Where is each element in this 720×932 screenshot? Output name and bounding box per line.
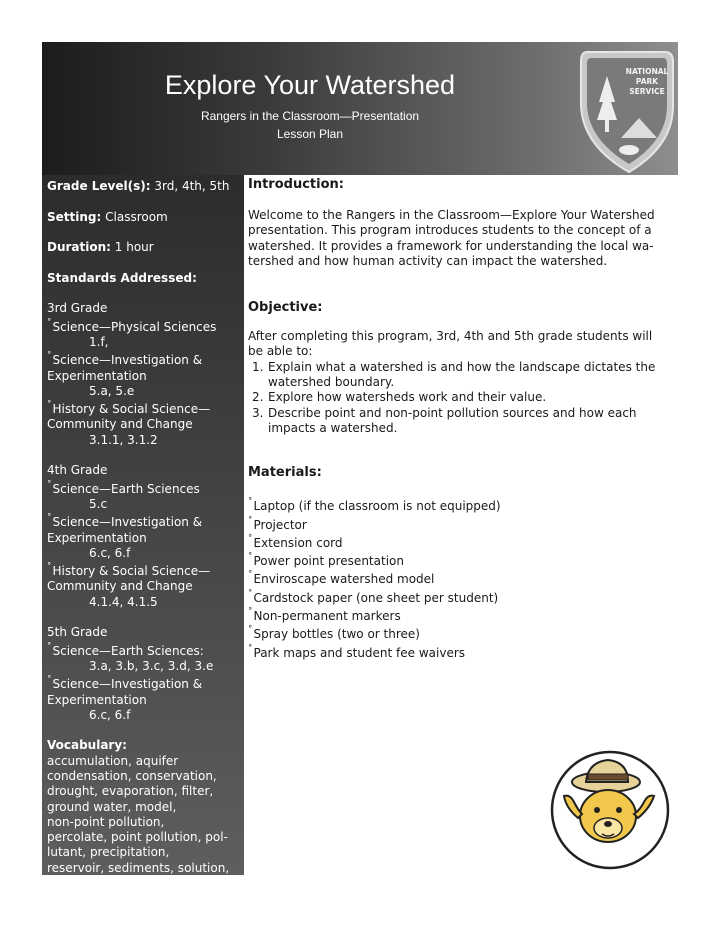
grade3-standard-2-cont: Experimentation (47, 368, 147, 383)
grade3-heading: 3rd Grade (47, 301, 108, 316)
grade5-standard-2-codes: 6.c, 6.f (89, 707, 131, 722)
grade3-standard-1: ˚ Science—Physical Sciences (47, 317, 243, 335)
vocabulary-line: condensation, conservation, (47, 768, 217, 783)
vocabulary-line: accumulation, aquifer (47, 753, 179, 768)
sidebar (42, 175, 244, 891)
grade3-standard-3: ˚ History & Social Science— (47, 399, 243, 417)
grade5-standard-2-cont: Experimentation (47, 692, 147, 707)
page-title: Explore Your Watershed (164, 70, 456, 100)
standards-heading: Standards Addressed: (47, 270, 197, 285)
objective-intro-line: After completing this program, 3rd, 4th and 5th grade students will (248, 329, 653, 344)
material-item: ˚ Enviroscape watershed model (248, 569, 688, 587)
grade5-heading: 5th Grade (47, 625, 108, 640)
grade5-standard-2: ˚ Science—Investigation & (47, 674, 243, 692)
intro-line: tershed and how human activity can impact the watershed. (248, 253, 608, 268)
vocabulary-line: lutant, precipitation, (47, 845, 170, 860)
objective-item: 3. Describe point and non-point pollution sources and how each impacts a watershed. (252, 405, 637, 435)
grade4-standard-1: ˚ Science—Earth Sciences (47, 479, 243, 497)
ranger-bear-mascot-icon (548, 748, 672, 872)
grade4-standard-2-cont: Experimentation (47, 530, 147, 545)
objective-heading: Objective: (248, 300, 323, 316)
materials-list (248, 496, 688, 661)
material-item: ˚ Extension cord (248, 533, 688, 551)
grade4-standard-3-codes: 4.1.4, 4.1.5 (89, 594, 158, 609)
grade3-standard-3-codes: 3.1.1, 3.1.2 (89, 432, 158, 447)
vocabulary-line: ground water, model, (47, 799, 177, 814)
grade3-standard-1-codes: 1.f, (89, 334, 109, 349)
material-item: ˚ Laptop (if the classroom is not equipped) (248, 496, 688, 514)
grade4-standard-2: ˚ Science—Investigation & (47, 512, 243, 530)
vocabulary-line: reservoir, sediments, solution, (47, 860, 230, 875)
nps-arrowhead-logo (577, 46, 675, 174)
grade4-standard-3: ˚ History & Social Science— (47, 561, 243, 579)
material-item: ˚ Power point presentation (248, 551, 688, 569)
objective-item: 2. Explore how watersheds work and their value. (252, 390, 547, 405)
material-item: ˚ Cardstock paper (one sheet per student) (248, 588, 688, 606)
vocabulary-line: drought, evaporation, filter, (47, 784, 214, 799)
objective-intro-line: be able to: (248, 344, 313, 359)
grade3-standard-3-cont: Community and Change (47, 417, 193, 432)
grade-level: Grade Level(s): 3rd, 4th, 5th (47, 179, 230, 193)
main-content (248, 176, 688, 661)
svg-text:NATIONAL: NATIONAL (625, 67, 669, 76)
grade4-heading: 4th Grade (47, 463, 108, 478)
materials-heading: Materials: (248, 465, 322, 481)
svg-text:SERVICE: SERVICE (629, 87, 665, 96)
grade4-standard-2-codes: 6.c, 6.f (89, 545, 131, 560)
grade5-standard-1: ˚ Science—Earth Sciences: (47, 641, 243, 659)
intro-line: watershed. It provides a framework for understanding the local wa- (248, 238, 654, 253)
vocabulary-line: percolate, point pollution, pol- (47, 830, 228, 845)
setting: Setting: Classroom (47, 209, 168, 224)
page-subtitle-2: Lesson Plan (276, 127, 344, 141)
grade3-standard-2-codes: 5.a, 5.e (89, 383, 135, 398)
duration: Duration: 1 hour (47, 240, 154, 255)
grade4-standard-1-codes: 5.c (89, 496, 108, 511)
vocabulary-line: non-point pollution, (47, 814, 165, 829)
material-item: ˚ Park maps and student fee waivers (248, 643, 688, 661)
page-subtitle: Rangers in the Classroom—Presentation (200, 109, 420, 123)
material-item: ˚ Non-permanent markers (248, 606, 688, 624)
vocabulary-line: watershed, water cycle, well (47, 876, 219, 891)
material-item: ˚ Spray bottles (two or three) (248, 624, 688, 642)
svg-text:PARK: PARK (635, 77, 659, 86)
objectives-list (248, 360, 688, 436)
intro-line: presentation. This program introduces students to the concept of a (248, 223, 652, 238)
vocabulary-heading: Vocabulary: (47, 738, 127, 753)
grade4-standard-3-cont: Community and Change (47, 579, 193, 594)
introduction-heading: Introduction: (248, 177, 344, 192)
grade3-standard-2: ˚ Science—Investigation & (47, 350, 243, 368)
grade5-standard-1-codes: 3.a, 3.b, 3.c, 3.d, 3.e (89, 658, 214, 673)
objective-item: 1. Explain what a watershed is and how the landscape dictates the watershed boundary. (252, 359, 656, 390)
material-item: ˚ Projector (248, 515, 688, 533)
intro-line: Welcome to the Rangers in the Classroom—Explore Your Watershed (248, 208, 655, 222)
